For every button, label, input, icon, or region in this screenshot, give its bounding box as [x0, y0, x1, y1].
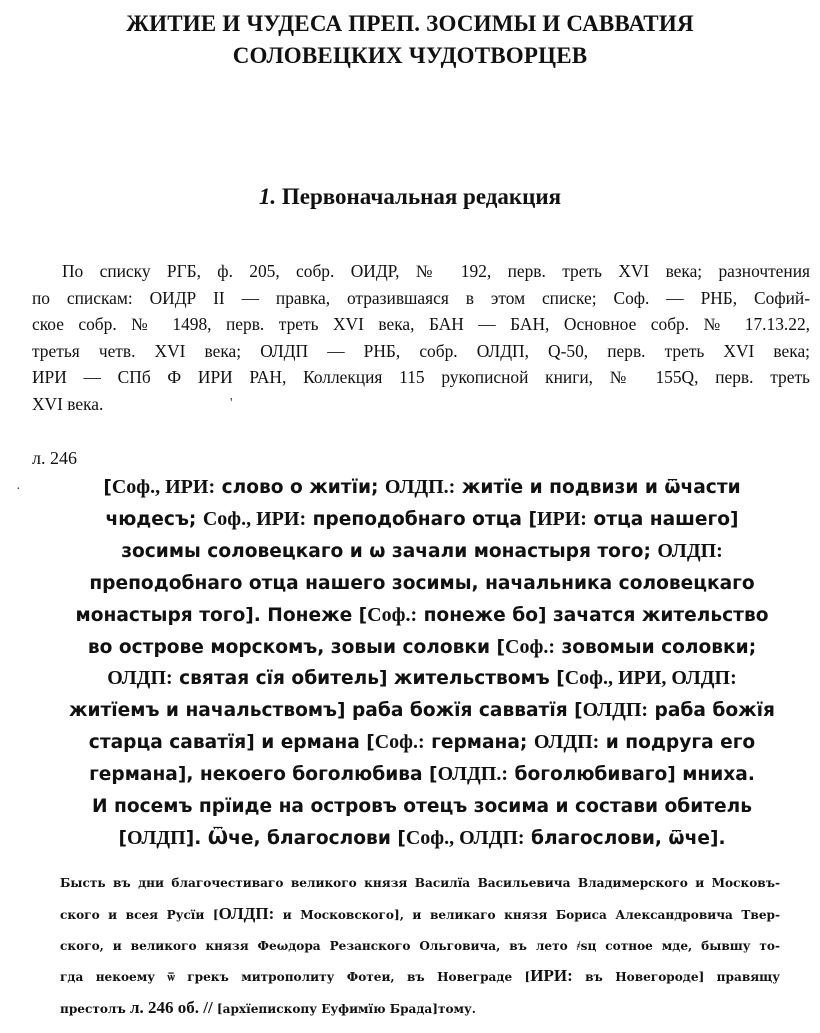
- slavonic-text: И посемъ прїиде на островъ отецъ зосима и состави обитель: [91, 796, 753, 818]
- variant-siglum: ОЛДП:: [657, 539, 723, 562]
- slavonic-text: германа;: [424, 732, 534, 754]
- variant-siglum: ОЛДП:: [582, 699, 649, 722]
- stray-mark: ': [230, 396, 233, 411]
- variant-siglum: ОЛДП:: [533, 731, 600, 754]
- slavonic-line: [52, 632, 792, 664]
- slavonic-line: [52, 759, 792, 791]
- slavonic-text: преподобнаго отца нашего зосимы, начальника соловецкаго: [89, 572, 755, 594]
- source-note-line: по спискам: ОИДР II — правка, отразившаяся в этом списке; Соф. — РНБ, Софий-: [32, 287, 810, 308]
- variant-siglum: ИРИ:: [530, 966, 573, 986]
- source-note: [32, 258, 810, 417]
- slavonic-text: во острове морскомъ, зовыи соловки [: [87, 636, 506, 658]
- folio-reference: л. 246 об. //: [129, 998, 213, 1018]
- source-note-line: ИРИ — СПб Ф ИРИ РАН, Коллекция 115 рукописной книги, № 155Q, перв. треть: [32, 367, 810, 387]
- slavonic-line: [52, 600, 792, 632]
- variant-siglum: Соф., ИРИ:: [111, 476, 216, 498]
- slavonic-text: ]. Ѿче, благослови [: [185, 827, 406, 849]
- slavonic-line: [52, 791, 792, 823]
- narrative-text: въ Новегороде] правящу: [572, 970, 780, 985]
- source-note-line: ское собр. № 1498, перв. треть XVI века, БАН — БАН, Основное собр. № 17.13.22,: [32, 314, 810, 334]
- variant-siglum: ОЛДП.:: [384, 476, 456, 498]
- slavonic-line: [52, 823, 792, 855]
- slavonic-text: житїе и подвизи и ѿчасти: [455, 477, 741, 498]
- section-title: Первоначальная редакция: [281, 184, 562, 209]
- variant-siglum: ОЛДП.:: [437, 763, 509, 786]
- slavonic-line: [52, 663, 792, 695]
- slavonic-text: германа], некоего боголюбива [: [89, 764, 438, 786]
- variant-siglum: Соф., ОЛДП:: [405, 826, 525, 849]
- variant-siglum: Соф.:: [505, 635, 555, 658]
- slavonic-line: [52, 504, 792, 536]
- slavonic-line: [52, 695, 792, 727]
- slavonic-text: понеже бо] зачатся жительство: [417, 604, 769, 626]
- slavonic-text: преподобнаго отца [: [306, 508, 537, 530]
- slavonic-text: святая сїя обитель] жительствомъ [: [172, 668, 565, 690]
- slavonic-text: житїемъ и начальствомъ] раба божїя савватїя [: [69, 700, 583, 722]
- page-title: [40, 8, 780, 72]
- slavonic-text: монастыря того]. Понеже [: [75, 604, 368, 626]
- title-line-1: ЖИТИЕ И ЧУДЕСА ПРЕП. ЗОСИМЫ И САВВАТИЯ: [126, 11, 694, 36]
- slavonic-text: боголюбиваго] мниха.: [508, 764, 755, 786]
- variant-siglum: Соф., ИРИ, ОЛДП:: [564, 667, 737, 690]
- slavonic-text: зосимы соловецкаго и ѡ зачали монастыря того;: [121, 540, 658, 562]
- slavonic-text: [: [103, 477, 112, 498]
- slavonic-title-block: [52, 472, 792, 855]
- slavonic-text: слово о житїи;: [215, 477, 385, 498]
- title-line-2: СОЛОВЕЦКИХ ЧУДОТВОРЦЕВ: [232, 43, 588, 68]
- slavonic-text: чюдесъ;: [105, 508, 203, 530]
- slavonic-text: зовомыи соловки;: [554, 636, 757, 658]
- narrative-line: [60, 961, 780, 993]
- variant-siglum: ИРИ:: [536, 507, 587, 530]
- section-heading: [40, 182, 780, 212]
- source-note-line: XVI века.: [32, 393, 104, 414]
- slavonic-line: [52, 727, 792, 759]
- slavonic-text: и подруга его: [599, 732, 756, 754]
- slavonic-text: раба божїя: [648, 700, 775, 722]
- slavonic-text: отца нашего]: [586, 508, 739, 530]
- narrative-text: ского и всея Русїи [: [60, 907, 219, 922]
- narrative-line: [60, 993, 780, 1025]
- narrative-line: [60, 868, 780, 899]
- narrative-text: Бысть въ дни благочестиваго великого князя Василїа Васильевича Владимерского и Московъ-: [60, 876, 780, 890]
- slavonic-text: старца саватїя] и ермана [: [88, 732, 375, 754]
- narrative-text: престолъ: [60, 1002, 130, 1017]
- slavonic-line: [52, 472, 792, 504]
- narrative-block: [60, 868, 780, 1025]
- source-note-line: третья четв. XVI века; ОЛДП — РНБ, собр. ОЛДП, Q-50, перв. треть XVI века;: [32, 340, 810, 361]
- narrative-text: гда некоему ѿ грекъ митрополиту Фотеи, въ Новеграде [: [60, 970, 531, 985]
- stray-dot: ·: [16, 482, 21, 497]
- narrative-line: [60, 899, 780, 931]
- folio-number: л. 246: [32, 448, 77, 468]
- variant-siglum: ОЛДП:: [218, 903, 275, 923]
- section-number: 1.: [258, 184, 277, 209]
- variant-siglum: Соф.:: [367, 603, 418, 626]
- narrative-text: [архїепископу Еуфимїю Брада]тому.: [212, 1002, 477, 1017]
- slavonic-text: [: [118, 827, 127, 849]
- variant-siglum: Соф.:: [374, 731, 425, 754]
- narrative-text: ского, и великого князя Феωдора Резанского Ольговича, въ лето ҂ѕц сотное мде, бывшу то-: [60, 938, 780, 953]
- narrative-line: [60, 931, 780, 962]
- slavonic-line: [52, 568, 792, 600]
- narrative-text: и Московского], и великаго князя Бориса Александровича Твер-: [274, 907, 780, 922]
- slavonic-line: [52, 536, 792, 568]
- variant-siglum: Соф., ИРИ:: [202, 507, 307, 530]
- source-note-line: По списку РГБ, ф. 205, собр. ОИДР, № 192, перв. треть XVI века; разночтения: [62, 261, 810, 281]
- variant-siglum: ОЛДП:: [107, 667, 173, 690]
- slavonic-text: благослови, ѿче].: [524, 827, 726, 849]
- variant-siglum: ОЛДП: [126, 826, 186, 849]
